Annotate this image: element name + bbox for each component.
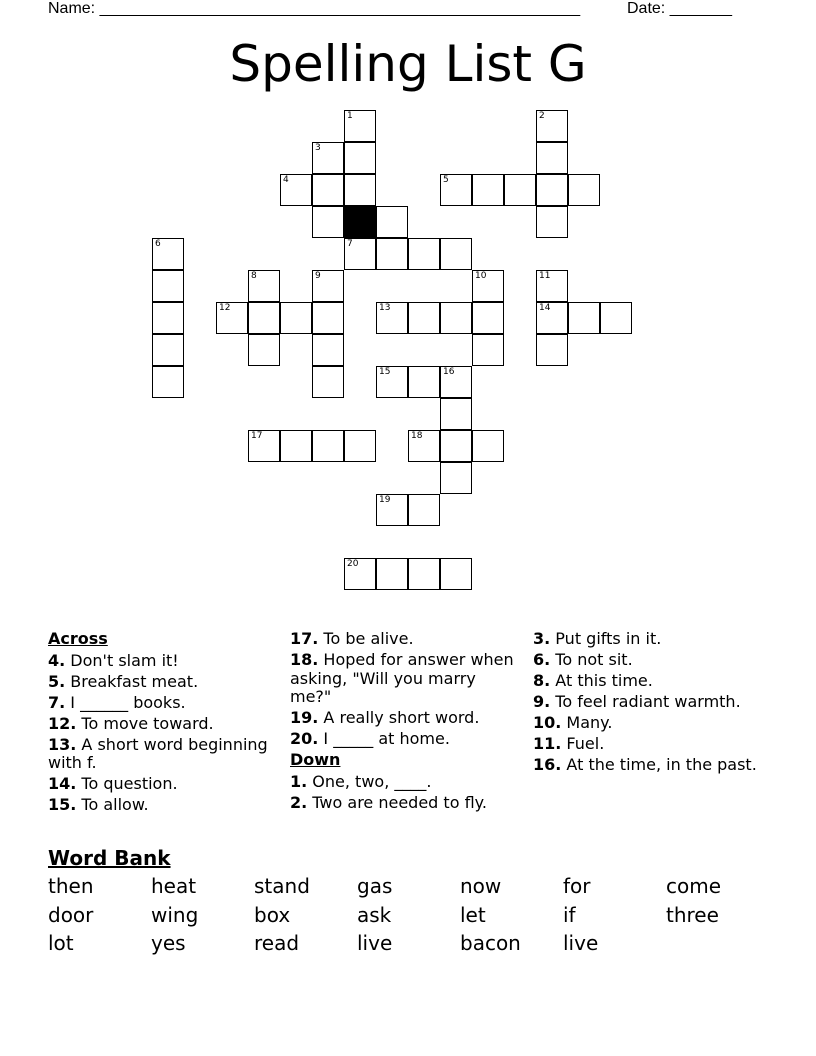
grid-cell[interactable] [344,174,376,206]
clue-number: 15 [379,367,391,377]
clue-number: 18. [290,650,319,669]
grid-cell[interactable] [344,430,376,462]
clue-number: 11. [533,734,562,753]
clue-number: 2 [539,111,545,121]
clue-number: 6 [155,239,161,249]
clue-text: At this time. [550,671,653,690]
grid-cell[interactable] [344,110,376,142]
grid-cell[interactable] [568,302,600,334]
grid-cell[interactable] [440,462,472,494]
page-title: Spelling List G [229,35,587,93]
clue-number: 8 [251,271,257,281]
clue-text: To question. [76,774,178,793]
word-bank-word: read [254,931,300,955]
clue-number: 7. [48,692,66,712]
grid-cell[interactable] [344,142,376,174]
word-bank-word: lot [48,931,74,955]
word-bank-word: then [48,874,94,898]
clue-item [48,775,278,794]
grid-cell[interactable] [536,334,568,366]
word-bank-word: if [563,902,576,927]
word-bank-word: now [460,874,502,898]
grid-cell[interactable] [152,302,184,334]
word-bank-title: Word Bank [48,846,171,870]
grid-cell[interactable] [472,174,504,206]
grid-cell[interactable] [568,174,600,206]
clue-text: I ______ books. [65,692,186,712]
clue-number: 15. [48,795,77,814]
grid-cell[interactable] [280,302,312,334]
grid-cell[interactable] [216,302,248,334]
clue-text: To not sit. [550,650,633,669]
clue-text: One, two, ____. [307,771,432,791]
clue-number: 14. [48,774,77,793]
word-bank-word: yes [151,931,186,955]
grid-cell[interactable] [536,110,568,142]
clue-number: 11 [539,271,551,281]
clue-item [533,735,758,754]
word-bank-word: door [48,902,94,927]
word-bank-word: box [254,902,291,927]
clue-number: 17 [251,431,263,441]
grid-cell[interactable] [152,366,184,398]
grid-cell[interactable] [536,302,568,334]
grid-cell[interactable] [376,206,408,238]
grid-cell[interactable] [440,366,472,398]
grid-cell[interactable] [408,558,440,590]
grid-cell[interactable] [472,270,504,302]
grid-cell[interactable] [312,334,344,366]
grid-cell[interactable] [408,366,440,398]
clue-text: I _____ at home. [318,729,450,748]
clue-item [290,630,515,649]
grid-cell[interactable] [472,430,504,462]
word-bank-word: stand [254,874,310,898]
clue-number: 7 [347,239,353,249]
clue-text: To move toward. [76,713,214,733]
clue-number: 6. [533,650,551,669]
grid-cell[interactable] [376,494,408,526]
grid-cell[interactable] [440,430,472,462]
grid-cell[interactable] [440,558,472,590]
clue-number: 13 [379,303,391,313]
grid-cell[interactable] [344,238,376,270]
grid-cell[interactable] [152,238,184,270]
clue-number: 19 [379,495,391,505]
clue-item [533,651,758,670]
clue-number: 17. [290,629,319,648]
clue-number: 5 [443,175,449,185]
word-bank-word: heat [151,874,197,898]
clue-item [48,736,278,773]
clue-number: 3 [315,143,321,153]
clue-text: A short word beginning with f. [48,734,268,772]
clue-text: Two are needed to fly. [307,792,487,812]
grid-cell[interactable] [312,174,344,206]
grid-cell[interactable] [536,174,568,206]
clue-text: At the time, in the past. [561,755,757,774]
clue-section-heading: Down [290,750,341,769]
word-bank-word: bacon [460,931,521,955]
word-bank-word: three [666,902,719,927]
clue-text: Breakfast meat. [65,671,199,691]
clue-item [290,794,515,813]
clues-column-1 [48,630,278,817]
clue-number: 2. [290,792,308,812]
grid-cell[interactable] [536,206,568,238]
word-bank-word: come [666,874,722,898]
clue-text: To allow. [76,795,149,814]
grid-cell[interactable] [504,174,536,206]
clue-text: A really short word. [318,708,480,727]
grid-cell[interactable] [312,142,344,174]
grid-cell[interactable] [152,334,184,366]
clue-item [48,715,278,734]
grid-cell[interactable] [536,142,568,174]
clue-item [48,796,278,815]
clue-number: 8. [533,671,551,690]
clue-text: Fuel. [561,734,605,753]
grid-cell[interactable] [472,334,504,366]
clue-number: 1. [290,771,308,791]
word-bank-word: wing [151,902,199,927]
clues-column-2 [290,630,515,815]
clue-item [290,730,515,749]
clue-number: 20. [290,729,319,748]
grid-cell[interactable] [312,206,344,238]
word-bank-word: for [563,874,591,898]
grid-cell[interactable] [280,174,312,206]
clue-text: Many. [561,713,613,732]
clue-number: 14 [539,303,551,313]
grid-cell[interactable] [376,238,408,270]
grid-cell[interactable] [248,270,280,302]
clue-item [48,652,278,671]
clue-number: 16 [443,367,455,377]
word-bank-word: live [563,931,599,955]
clue-number: 5. [48,671,66,691]
clue-text: Don't slam it! [65,650,179,670]
clue-number: 12 [219,303,231,313]
clue-number: 9 [315,271,321,281]
grid-cell[interactable] [312,366,344,398]
grid-cell[interactable] [408,238,440,270]
grid-cell[interactable] [440,238,472,270]
name-line: Name: ______________________________________________________ [48,0,581,17]
word-bank-word: live [357,931,393,955]
grid-cell[interactable] [408,494,440,526]
clue-item [48,673,278,692]
clue-number: 9. [533,692,551,711]
grid-cell[interactable] [536,270,568,302]
word-bank-word: gas [357,874,393,898]
grid-cell[interactable] [440,398,472,430]
clue-number: 3. [533,629,551,648]
clue-item [533,630,758,649]
clue-text: Hoped for answer when asking, "Will you marry me?" [290,650,514,706]
clue-number: 10 [475,271,487,281]
clues-column-3 [533,630,758,777]
clue-text: To feel radiant warmth. [550,692,741,711]
grid-cell[interactable] [248,302,280,334]
grid-cell[interactable] [248,334,280,366]
clue-number: 18 [411,431,423,441]
grid-cell[interactable] [376,302,408,334]
clue-number: 20 [347,559,359,569]
grid-cell[interactable] [280,430,312,462]
word-bank-word: ask [357,902,392,927]
clue-number: 4 [283,175,289,185]
clue-item [48,694,278,713]
clue-text: To be alive. [318,629,414,648]
date-line: Date: _______ [627,0,732,17]
clue-text: Put gifts in it. [550,629,662,648]
clue-item [290,709,515,728]
grid-cell[interactable] [312,270,344,302]
clue-item [290,651,515,707]
clue-item [533,756,758,775]
clue-item [533,672,758,691]
grid-cell[interactable] [440,174,472,206]
grid-cell[interactable] [600,302,632,334]
clue-number: 16. [533,755,562,774]
grid-cell[interactable] [312,430,344,462]
grid-cell[interactable] [344,558,376,590]
grid-black-cell [344,206,376,238]
grid-cell[interactable] [472,302,504,334]
clue-number: 12. [48,713,77,733]
clue-number: 19. [290,708,319,727]
grid-cell[interactable] [312,302,344,334]
grid-cell[interactable] [376,558,408,590]
clue-section-heading: Across [48,629,108,648]
grid-cell[interactable] [152,270,184,302]
grid-cell[interactable] [408,302,440,334]
clue-item [533,714,758,733]
clue-number: 4. [48,650,66,670]
clue-item [533,693,758,712]
grid-cell[interactable] [376,366,408,398]
grid-cell[interactable] [248,430,280,462]
clue-number: 1 [347,111,353,121]
grid-cell[interactable] [408,430,440,462]
clue-number: 10. [533,713,562,732]
grid-cell[interactable] [440,302,472,334]
clue-item [290,773,515,792]
word-bank-word: let [460,902,486,927]
clue-number: 13. [48,734,77,754]
